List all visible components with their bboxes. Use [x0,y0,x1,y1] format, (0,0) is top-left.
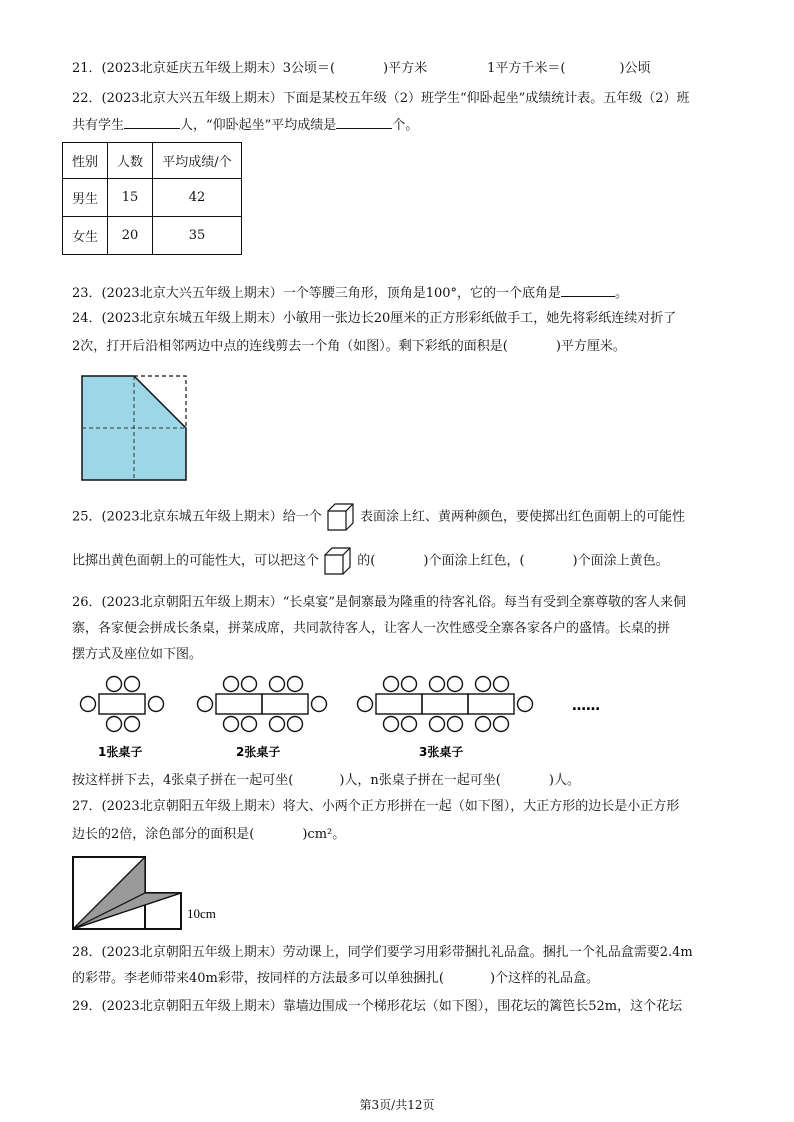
scores-table [62,142,242,255]
question-27-line2: 边长的2倍，涂色部分的面积是( )cm²。 [72,827,346,842]
page-footer: 第3页/共12页 [359,1098,435,1112]
question-29-line1: 29．(2023北京朝阳五年级上期末）靠墙边围成一个梯形花坛（如下图），围花坛的篱笆长52m，这个花坛 [72,999,683,1014]
question-25-line2: 比掷出黄色面朝上的可能性大，可以把这个 的( )个面涂上红色，( )个面涂上黄色。 [72,546,669,576]
table-header: 人数 [108,143,153,179]
cube-icon [323,546,353,576]
table-rect [262,694,308,714]
question-27-line1: 27．(2023北京朝阳五年级上期末）将大、小两个正方形拼在一起（如下图），大正方形的边长是小正方形 [72,799,680,814]
question-26-line4: 按这样拼下去，4张桌子拼在一起可坐( )人，n张桌子拼在一起可坐( )人。 [72,773,580,788]
table-header: 平均成绩/个 [153,143,242,179]
question-26-line3: 摆方式及座位如下图。 [72,647,203,662]
question-25-line1: 25．(2023北京东城五年级上期末）给一个 表面涂上红、黄两种颜色，要使掷出红色面朝上的可能性 [72,502,685,532]
two-squares-figure [72,856,252,932]
table-row: 女生 20 35 [63,217,242,255]
question-26-line1: 26．(2023北京朝阳五年级上期末）“长桌宴”是侗寨最为隆重的待客礼俗。每当有受到全寨尊敬的客人来侗 [72,595,686,610]
question-24-line2: 2次，打开后沿相邻两边中点的连线剪去一个角（如图）。剩下彩纸的面积是( )平方厘米。 [72,339,626,354]
caption-1-table: 1张桌子 [98,745,143,759]
question-28-line2: 的彩带。李老师带来40m彩带，按同样的方法最多可以单独捆扎( )个这样的礼品盒。 [72,971,600,986]
question-24-line1: 24．(2023北京东城五年级上期末）小敏用一张边长20厘米的正方形彩纸做手工，她先将彩纸连续对折了 [72,311,677,326]
side-length-label: 10cm [187,906,216,921]
cube-icon [326,502,356,532]
question-26-line2: 寨，各家便会拼成长条桌，拼菜成席，共同款待客人，让客人一次性感受全寨各家各户的盛情。长桌的拼 [72,621,671,636]
table-arrangement-figure [76,674,636,764]
table-header: 性别 [63,143,108,179]
question-22-line2: 共有学生 人，“仰卧起坐”平均成绩是 个。 [72,118,419,133]
answer-blank[interactable] [124,116,180,129]
answer-blank[interactable] [336,116,392,129]
seat-circle [149,697,164,712]
table-rect [468,694,514,714]
table-rect [216,694,262,714]
question-22-line1: 22．(2023北京大兴五年级上期末）下面是某校五年级（2）班学生“仰卧起坐”成绩统计表。五年级（2）班 [72,91,690,106]
table-rect [422,694,468,714]
question-21: 21．(2023北京延庆五年级上期末）3公顷＝( )平方米 1平方千米＝( )公顷 [72,61,651,76]
seat-circle [107,677,122,692]
caption-3-tables: 3张桌子 [419,745,464,759]
table-row: 男生 15 42 [63,179,242,217]
caption-2-tables: 2张桌子 [236,745,281,759]
question-23: 23．(2023北京大兴五年级上期末）一个等腰三角形，顶角是100°，它的一个底角是 。 [72,286,629,301]
table-rect [99,694,145,714]
seat-circle [125,717,140,732]
paper-cut-figure [82,376,188,482]
answer-blank[interactable] [561,284,615,297]
seat-circle [107,717,122,732]
question-28-line1: 28．(2023北京朝阳五年级上期末）劳动课上，同学们要学习用彩带捆扎礼品盒。捆扎一个礼品盒需要2.4m [72,945,693,960]
seat-circle [81,697,96,712]
table-rect [376,694,422,714]
ellipsis-label: …… [572,698,600,714]
seat-circle [125,677,140,692]
